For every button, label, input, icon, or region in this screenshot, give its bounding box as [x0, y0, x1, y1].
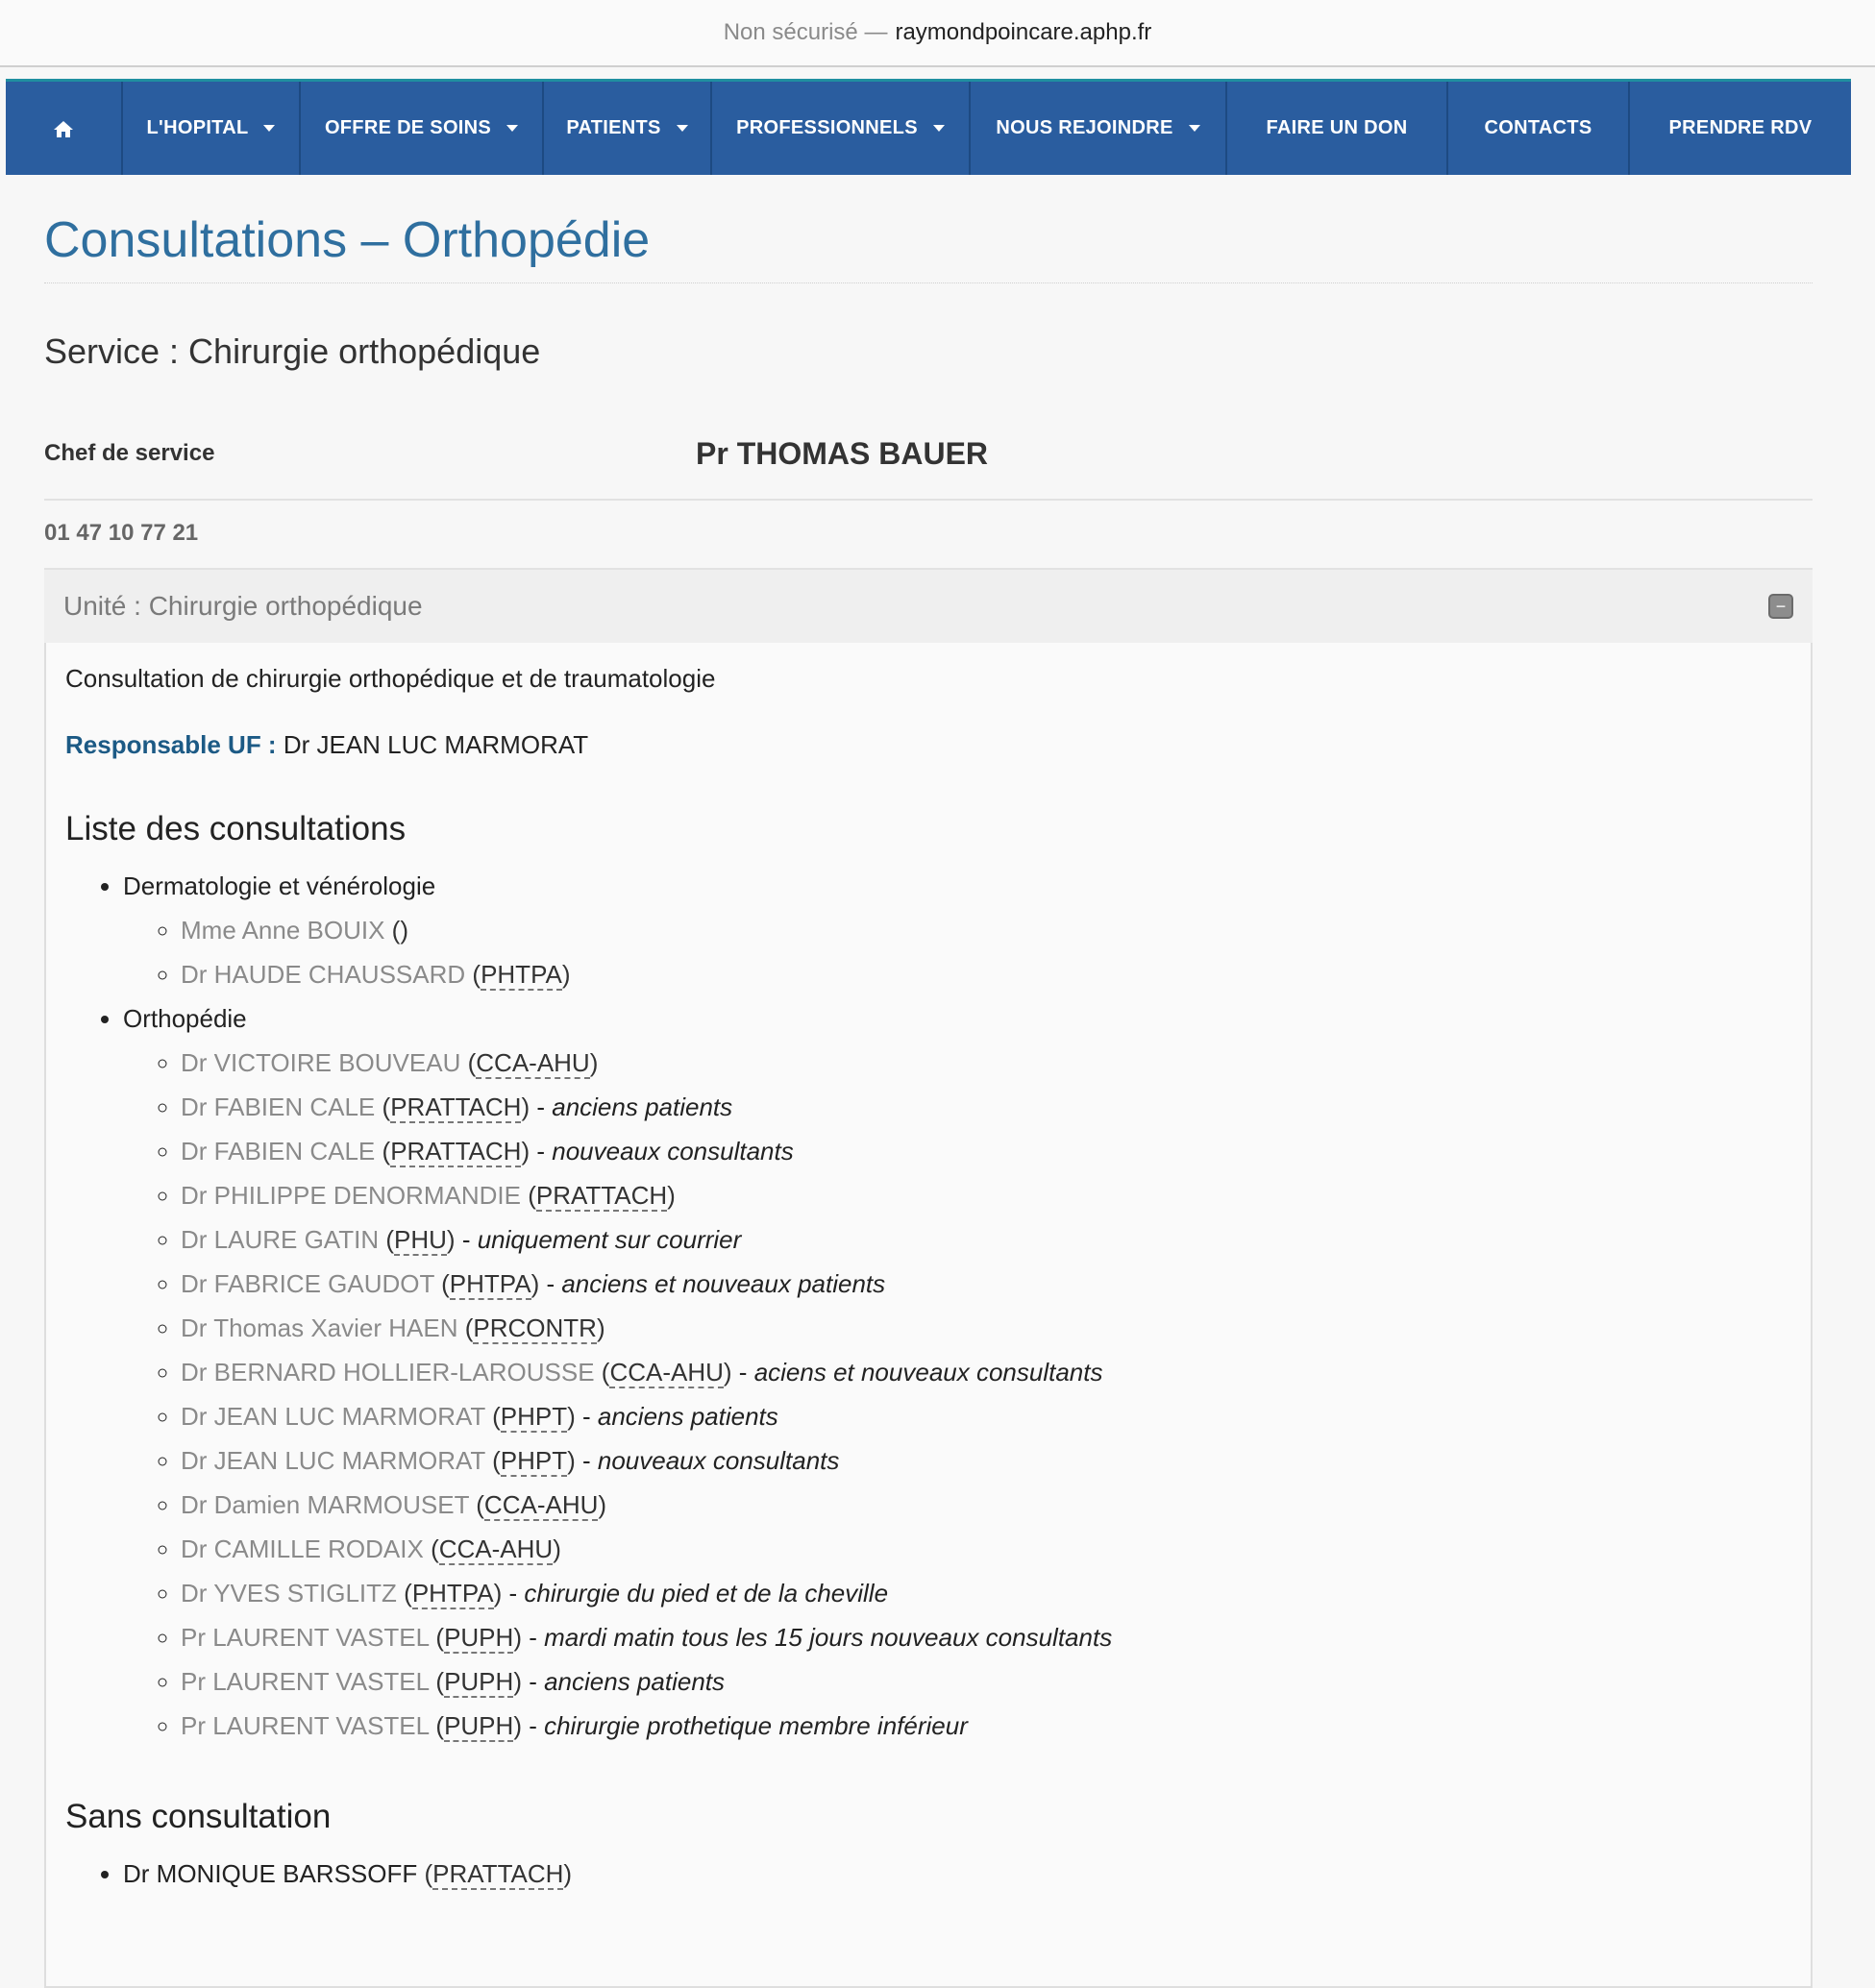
note-separator: - — [530, 1137, 553, 1166]
doctor-status: PRCONTR — [473, 1313, 597, 1342]
paren-open: ( — [435, 1623, 445, 1652]
doctor-item — [181, 1173, 1791, 1217]
note-separator: - — [575, 1446, 598, 1475]
doctor-item — [181, 952, 1791, 996]
doctor-note: aciens et nouveaux consultants — [753, 1358, 1103, 1387]
doctor-item — [181, 1217, 1791, 1262]
nav-item-offre-de-soins[interactable] — [301, 82, 544, 175]
note-separator: - — [530, 1092, 553, 1121]
paren-close: ) — [513, 1711, 522, 1740]
paren-open: ( — [472, 960, 481, 989]
doctor-status: PHTPA — [411, 1579, 494, 1608]
doctor-status: PUPH — [444, 1623, 514, 1652]
nav-label: L'HOPITAL — [146, 117, 249, 138]
chevron-down-icon — [677, 125, 688, 132]
paren-open: ( — [382, 1092, 391, 1121]
paren-close: ) — [589, 1048, 599, 1077]
doctor-list — [123, 908, 1791, 996]
paren-open: ( — [382, 1137, 391, 1166]
doctor-status: PHU — [394, 1225, 447, 1254]
doctor-note: anciens patients — [597, 1402, 778, 1431]
doctor-status: PRATTACH — [390, 1137, 522, 1166]
paren-close: ) — [567, 1402, 576, 1431]
paren-close: ) — [493, 1579, 503, 1608]
paren-close: ) — [598, 1490, 607, 1519]
doctor-name[interactable]: Mme Anne BOUIX — [181, 916, 385, 945]
chef-row — [44, 430, 1813, 478]
consultations-list — [65, 864, 1791, 1748]
doctor-item — [181, 1085, 1791, 1129]
doctor-status: CCA-AHU — [609, 1358, 724, 1387]
doctor-status: PHPT — [500, 1402, 568, 1431]
paren-open: ( — [601, 1358, 610, 1387]
doctor-name[interactable]: Dr FABIEN CALE — [181, 1137, 376, 1166]
responsable-label: Responsable UF : — [65, 730, 277, 759]
paren-close: ) — [561, 960, 571, 989]
note-separator: - — [575, 1402, 598, 1431]
doctor-note: anciens et nouveaux patients — [561, 1269, 886, 1298]
paren-open: ( — [467, 1048, 477, 1077]
nav-label: CONTACTS — [1484, 117, 1592, 138]
unit-title: Unité : Chirurgie orthopédique — [63, 591, 423, 621]
paren-open: ( — [424, 1859, 433, 1888]
doctor-name[interactable]: Dr LAURE GATIN — [181, 1225, 380, 1254]
doctor-name[interactable]: Pr LAURENT VASTEL — [181, 1667, 430, 1696]
note-separator: - — [539, 1269, 562, 1298]
nav-item-contacts[interactable] — [1448, 82, 1630, 175]
paren-open: ( — [492, 1402, 501, 1431]
unit-accordion-body — [44, 643, 1813, 1988]
nav-label: NOUS REJOINDRE — [996, 117, 1173, 138]
doctor-item — [123, 1852, 1791, 1896]
doctor-name[interactable]: Dr Damien MARMOUSET — [181, 1490, 470, 1519]
nav-item-prendre-rdv[interactable] — [1630, 82, 1851, 175]
paren-open: ( — [391, 916, 401, 945]
doctor-note: nouveaux consultants — [552, 1137, 794, 1166]
doctor-item — [181, 1527, 1791, 1571]
paren-close: ) — [521, 1137, 530, 1166]
consultations-heading: Liste des consultations — [65, 810, 407, 847]
paren-close: ) — [513, 1667, 522, 1696]
doctor-name[interactable]: Dr HAUDE CHAUSSARD — [181, 960, 466, 989]
doctor-status: PUPH — [444, 1667, 514, 1696]
doctor-note: chirurgie du pied et de la cheville — [524, 1579, 889, 1608]
specialty-item — [123, 996, 1791, 1748]
chevron-down-icon — [263, 125, 275, 132]
paren-open: ( — [435, 1711, 445, 1740]
paren-close: ) — [667, 1181, 676, 1210]
chevron-down-icon — [933, 125, 945, 132]
doctor-item — [181, 1438, 1791, 1483]
doctor-name[interactable]: Dr FABRICE GAUDOT — [181, 1269, 434, 1298]
nav-label: PRENDRE RDV — [1668, 117, 1813, 138]
paren-close: ) — [530, 1269, 540, 1298]
paren-close: ) — [521, 1092, 530, 1121]
specialty-item — [123, 864, 1791, 996]
paren-close: ) — [400, 916, 408, 945]
doctor-status: PRATTACH — [535, 1181, 668, 1210]
paren-open: ( — [492, 1446, 501, 1475]
chef-name: Pr THOMAS BAUER — [696, 435, 989, 471]
nav-label: PATIENTS — [566, 117, 661, 138]
doctor-item — [181, 908, 1791, 952]
browser-address-bar[interactable] — [0, 0, 1875, 67]
note-separator: - — [731, 1358, 754, 1387]
doctor-name[interactable]: Dr BERNARD HOLLIER-LAROUSSE — [181, 1358, 595, 1387]
paren-open: ( — [431, 1534, 439, 1563]
doctor-name[interactable]: Dr YVES STIGLITZ — [181, 1579, 397, 1608]
doctor-list — [123, 1041, 1791, 1748]
phone-number: 01 47 10 77 21 — [44, 520, 199, 546]
doctor-item — [181, 1350, 1791, 1394]
doctor-status: CCA-AHU — [438, 1534, 554, 1563]
nav-item-nous-rejoindre[interactable] — [971, 82, 1227, 175]
paren-close: ) — [596, 1313, 605, 1342]
chef-label: Chef de service — [44, 440, 215, 466]
note-separator: - — [521, 1623, 545, 1652]
note-separator: - — [521, 1711, 545, 1740]
note-separator: - — [521, 1667, 545, 1696]
paren-open: ( — [476, 1490, 484, 1519]
specialty-name: Dermatologie et vénérologie — [123, 871, 436, 900]
doctor-name[interactable]: Dr FABIEN CALE — [181, 1092, 376, 1121]
unit-description: Consultation de chirurgie orthopédique et de traumatologie — [65, 664, 716, 693]
doctor-name[interactable]: Dr JEAN LUC MARMORAT — [181, 1402, 485, 1431]
nav-item-patients[interactable] — [544, 82, 712, 175]
paren-close: ) — [513, 1623, 522, 1652]
doctor-status: PRATTACH — [390, 1092, 522, 1121]
doctor-note: anciens patients — [544, 1667, 725, 1696]
nav-item-faire-un-don[interactable] — [1227, 82, 1448, 175]
doctor-item — [181, 1306, 1791, 1350]
doctor-item — [181, 1571, 1791, 1615]
url-host[interactable]: raymondpoincare.aphp.fr — [895, 19, 1152, 45]
doctor-status: PHTPA — [449, 1269, 531, 1298]
doctor-item — [181, 1615, 1791, 1659]
responsable-name: Dr JEAN LUC MARMORAT — [283, 730, 589, 759]
nav-item-l-hopital[interactable] — [123, 82, 301, 175]
doctor-name[interactable]: Dr PHILIPPE DENORMANDIE — [181, 1181, 521, 1210]
paren-close: ) — [553, 1534, 561, 1563]
paren-close: ) — [563, 1859, 573, 1888]
home-icon[interactable] — [53, 119, 74, 138]
unit-accordion-header[interactable] — [44, 568, 1813, 643]
nav-label: FAIRE UN DON — [1266, 117, 1408, 138]
doctor-item — [181, 1659, 1791, 1704]
note-separator: - — [502, 1579, 525, 1608]
doctor-status: PUPH — [444, 1711, 514, 1740]
paren-close: ) — [446, 1225, 456, 1254]
paren-open: ( — [441, 1269, 450, 1298]
paren-open: ( — [404, 1579, 412, 1608]
doctor-item — [181, 1262, 1791, 1306]
nav-label: PROFESSIONNELS — [736, 117, 918, 138]
nav-home[interactable] — [6, 82, 123, 175]
nav-item-professionnels[interactable] — [712, 82, 971, 175]
doctor-note: chirurgie prothetique membre inférieur — [544, 1711, 968, 1740]
responsable-uf — [65, 730, 1791, 760]
nav-label: OFFRE DE SOINS — [324, 117, 492, 138]
chevron-down-icon — [1189, 125, 1200, 132]
doctor-item — [181, 1394, 1791, 1438]
paren-open: ( — [464, 1313, 474, 1342]
doctor-name[interactable]: Dr MONIQUE BARSSOFF — [123, 1859, 418, 1888]
doctor-status: CCA-AHU — [476, 1048, 590, 1077]
doctor-name[interactable]: Pr LAURENT VASTEL — [181, 1623, 430, 1652]
service-title: Service : Chirurgie orthopédique — [44, 331, 541, 371]
paren-close: ) — [567, 1446, 576, 1475]
doctor-status: PHPT — [500, 1446, 568, 1475]
paren-open: ( — [385, 1225, 395, 1254]
doctor-name[interactable]: Dr VICTOIRE BOUVEAU — [181, 1048, 461, 1077]
note-separator: - — [455, 1225, 478, 1254]
paren-open: ( — [528, 1181, 536, 1210]
doctor-item — [181, 1704, 1791, 1748]
doctor-status: PRATTACH — [432, 1859, 564, 1888]
doctor-name[interactable]: Pr LAURENT VASTEL — [181, 1711, 430, 1740]
paren-close: ) — [723, 1358, 732, 1387]
paren-open: ( — [435, 1667, 445, 1696]
sans-consultation-list — [65, 1852, 1791, 1896]
doctor-status: CCA-AHU — [483, 1490, 599, 1519]
doctor-name[interactable]: Dr JEAN LUC MARMORAT — [181, 1446, 485, 1475]
collapse-icon[interactable]: − — [1768, 594, 1793, 619]
main-nav — [6, 79, 1851, 175]
doctor-item — [181, 1041, 1791, 1085]
main-content — [44, 175, 1813, 1988]
doctor-item — [181, 1483, 1791, 1527]
doctor-note: anciens patients — [552, 1092, 733, 1121]
doctor-note: mardi matin tous les 15 jours nouveaux consultants — [544, 1623, 1113, 1652]
page-title: Consultations – Orthopédie — [44, 211, 1813, 283]
doctor-status: PHTPA — [481, 960, 562, 989]
security-label: Non sécurisé — — [723, 19, 888, 45]
chevron-down-icon — [506, 125, 518, 132]
specialty-name: Orthopédie — [123, 1004, 247, 1033]
doctor-item — [181, 1129, 1791, 1173]
doctor-note: uniquement sur courrier — [477, 1225, 742, 1254]
doctor-name[interactable]: Dr Thomas Xavier HAEN — [181, 1313, 458, 1342]
doctor-note: nouveaux consultants — [597, 1446, 840, 1475]
sans-consultation-heading: Sans consultation — [65, 1798, 332, 1835]
doctor-name[interactable]: Dr CAMILLE RODAIX — [181, 1534, 424, 1563]
